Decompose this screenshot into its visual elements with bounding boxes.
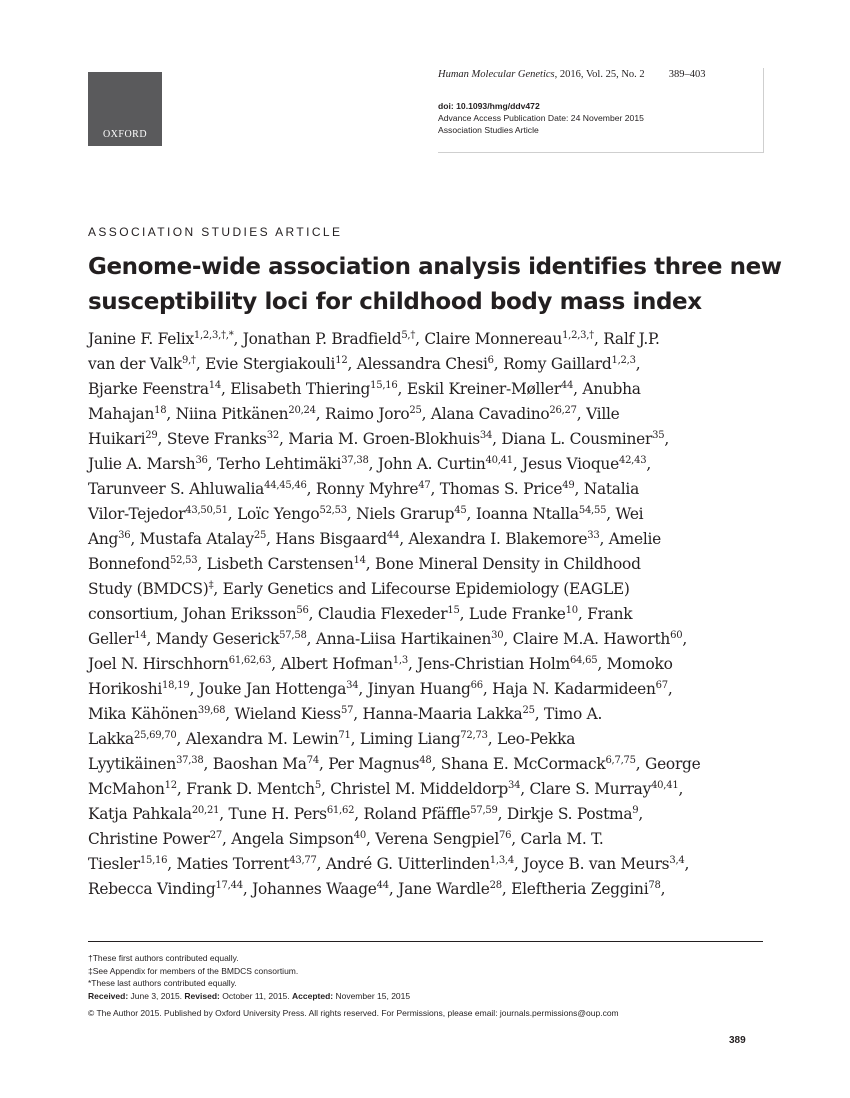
author-line: Julie A. Marsh$^{36}$, Terho Lehtimäki$^{37,38}$, John A. Curtin$^{40,41}$, Jesus Vioque$^{42,43}$, xyxy=(88,454,651,473)
author-line: Vilor-Tejedor$^{43,50,51}$, Loïc Yengo$^{52,53}$, Niels Grarup$^{45}$, Ioanna Ntalla$^{54,55}$, Wei xyxy=(88,504,644,523)
footnote-equal-last: *These last authors contributed equally. xyxy=(88,978,237,989)
author-line: McMahon$^{12}$, Frank D. Mentch$^5$, Christel M. Middeldorp$^{34}$, Clare S. Murray$^{40,41}$, xyxy=(88,779,684,798)
title-line: Genome-wide association analysis identifies three new xyxy=(88,254,782,280)
revised-label: Revised: xyxy=(184,990,220,1001)
author-line: Janine F. Felix$^{1,2,3,\dagger,*}$, Jonathan P. Bradfield$^{5,\dagger}$, Claire Monnereau$^{1,2,3,\dagger}$, Ralf J.P. xyxy=(88,329,660,348)
author-line: Huikari$^{29}$, Steve Franks$^{32}$, Maria M. Groen-Blokhuis$^{34}$, Diana L. Cousminer$^{35}$, xyxy=(88,429,669,448)
received-label: Received: xyxy=(88,990,129,1001)
page-range: 389–403 xyxy=(668,69,706,80)
author-line: Lakka$^{25,69,70}$, Alexandra M. Lewin$^{71}$, Liming Liang$^{72,73}$, Leo-Pekka xyxy=(88,729,576,748)
footnote-divider xyxy=(88,941,763,942)
author-line: Lyytikäinen$^{37,38}$, Baoshan Ma$^{74}$, Per Magnus$^{48}$, Shana E. McCormack$^{6,7,75}$, George xyxy=(88,754,701,773)
oxford-logo xyxy=(88,72,162,146)
journal-name: Human Molecular Genetics xyxy=(438,69,555,80)
author-line: Katja Pahkala$^{20,21}$, Tune H. Pers$^{61,62}$, Roland Pfäffle$^{57,59}$, Dirkje S. Postma$^9$, xyxy=(88,804,644,823)
accepted-date: November 15, 2015 xyxy=(333,990,411,1001)
advance-access-date: Advance Access Publication Date: 24 November 2015 xyxy=(438,112,644,123)
author-line: van der Valk$^{9,\dagger}$, Evie Stergiakouli$^{12}$, Alessandra Chesi$^6$, Romy Gaillard$^{1,2,3}$, xyxy=(88,354,641,373)
article-meta xyxy=(438,101,644,136)
received-date: June 3, 2015. xyxy=(128,990,185,1001)
journal-citation xyxy=(438,69,705,80)
page-number: 389 xyxy=(729,1035,746,1046)
publication-dates xyxy=(88,990,410,1003)
article-title xyxy=(88,250,782,320)
author-line: Tarunveer S. Ahluwalia$^{44,45,46}$, Ronny Myhre$^{47}$, Thomas S. Price$^{49}$, Natalia xyxy=(88,479,639,498)
copyright-notice: © The Author 2015. Published by Oxford University Press. All rights reserved. For Permissions, please email: journals.permissions@oup.com xyxy=(88,1008,619,1018)
author-line: Horikoshi$^{18,19}$, Jouke Jan Hottenga$^{34}$, Jinyan Huang$^{66}$, Haja N. Kadarmideen$^{67}$, xyxy=(88,679,673,698)
revised-date: October 11, 2015. xyxy=(219,990,292,1001)
author-line: Mika Kähönen$^{39,68}$, Wieland Kiess$^{57}$, Hanna-Maaria Lakka$^{25}$, Timo A. xyxy=(88,704,603,723)
author-line: Bjarke Feenstra$^{14}$, Elisabeth Thiering$^{15,16}$, Eskil Kreiner-Møller$^{44}$, Anubha xyxy=(88,379,641,398)
footnote-appendix: ‡See Appendix for members of the BMDCS consortium. xyxy=(88,965,299,976)
author-line: Christine Power$^{27}$, Angela Simpson$^{40}$, Verena Sengpiel$^{76}$, Carla M. T. xyxy=(88,829,604,848)
footnotes xyxy=(88,952,410,1002)
article-type-header: Association Studies Article xyxy=(438,124,539,135)
journal-details: , 2016, Vol. 25, No. 2 xyxy=(554,69,645,80)
author-line: Bonnefond$^{52,53}$, Lisbeth Carstensen$^{14}$, Bone Mineral Density in Childhood xyxy=(88,554,641,573)
logo-text: OXFORD xyxy=(102,129,148,140)
author-line: consortium, Johan Eriksson$^{56}$, Claudia Flexeder$^{15}$, Lude Franke$^{10}$, Frank xyxy=(88,604,633,623)
author-line: Rebecca Vinding$^{17,44}$, Johannes Waage$^{44}$, Jane Wardle$^{28}$, Eleftheria Zeggini$^{78}$, xyxy=(88,879,666,898)
accepted-label: Accepted: xyxy=(292,990,334,1001)
doi-link[interactable]: doi: 10.1093/hmg/ddv472 xyxy=(438,101,540,111)
title-line: susceptibility loci for childhood body mass index xyxy=(88,289,702,315)
author-list xyxy=(88,327,768,902)
article-type-label: ASSOCIATION STUDIES ARTICLE xyxy=(88,225,343,239)
author-line: Tiesler$^{15,16}$, Maties Torrent$^{43,77}$, André G. Uitterlinden$^{1,3,4}$, Joyce B. van Meurs$^{3,4}$, xyxy=(88,854,690,873)
author-line: Mahajan$^{18}$, Niina Pitkänen$^{20,24}$, Raimo Joro$^{25}$, Alana Cavadino$^{26,27}$, Ville xyxy=(88,404,620,423)
author-line: Joel N. Hirschhorn$^{61,62,63}$, Albert Hofman$^{1,3}$, Jens-Christian Holm$^{64,65}$, Momoko xyxy=(88,654,673,673)
journal-header xyxy=(438,68,764,153)
author-line: Ang$^{36}$, Mustafa Atalay$^{25}$, Hans Bisgaard$^{44}$, Alexandra I. Blakemore$^{33}$, Amelie xyxy=(88,529,662,548)
author-line: Geller$^{14}$, Mandy Geserick$^{57,58}$, Anna-Liisa Hartikainen$^{30}$, Claire M.A. Haworth$^{60}$, xyxy=(88,629,687,648)
footnote-equal-first: †These first authors contributed equally. xyxy=(88,953,239,963)
author-line: Study (BMDCS)‡, Early Genetics and Lifecourse Epidemiology (EAGLE) xyxy=(88,579,630,598)
